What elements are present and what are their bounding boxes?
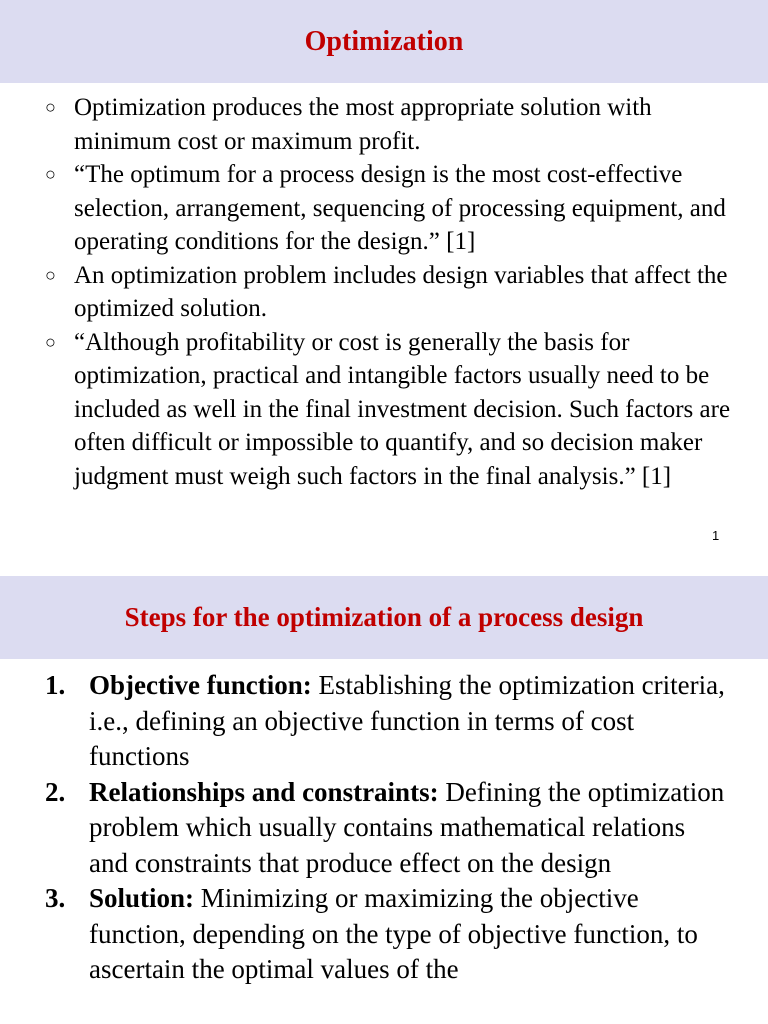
step-term: Solution: (89, 883, 195, 913)
bullet-item (0, 91, 768, 158)
page-number: 1 (712, 528, 720, 543)
bullet-item (0, 259, 768, 326)
bullet-text: “Although profitability or cost is generally the basis for optimization, practical and intangible factors usually need to be included as well in the final investment decision. Such factors are often difficult or impossible to quantify, and so decision maker judgment must weigh such factors in the final analysis.” [1] (74, 328, 731, 490)
bullet-text: Optimization produces the most appropriate solution with minimum cost or maximum profit. (74, 94, 652, 155)
step-item (0, 668, 768, 775)
slide2-title: Steps for the optimization of a process design (124, 602, 644, 632)
circle-bullet-icon: ○ (45, 97, 56, 117)
step-number: 1. (45, 670, 66, 700)
circle-bullet-icon: ○ (45, 331, 56, 352)
slide1-bullet-list (0, 91, 768, 493)
bullet-text: “The optimum for a process design is the most cost-effective selection, arrangement, sequencing of processing equipment, and operating conditions for the design.” [1] (74, 161, 726, 255)
circle-bullet-icon: ○ (45, 264, 56, 285)
circle-bullet-icon: ○ (45, 164, 56, 184)
slide1-title-bar (0, 0, 768, 83)
step-item (0, 775, 768, 882)
bullet-item (0, 326, 768, 494)
step-number: 2. (45, 776, 66, 807)
step-number: 3. (45, 883, 66, 913)
step-text: Defining the optimization problem which usually contains mathematical relations and constraints that produce effect on the design (89, 776, 725, 878)
step-term: Relationships and constraints: (89, 776, 439, 807)
step-term: Objective function: (89, 670, 312, 700)
bullet-text: An optimization problem includes design variables that affect the optimized solution. (74, 261, 728, 322)
step-item (0, 881, 768, 988)
step-text: Minimizing or maximizing the objective function, depending on the type of objective function, to ascertain the optimal values of the (89, 883, 698, 984)
bullet-item (0, 158, 768, 259)
slide1-title: Optimization (304, 25, 464, 57)
slide2-steps-list (0, 668, 768, 988)
slide2-title-bar (0, 576, 768, 659)
step-text: Establishing the optimization criteria, i.e., defining an objective function in terms of cost functions (89, 670, 725, 771)
